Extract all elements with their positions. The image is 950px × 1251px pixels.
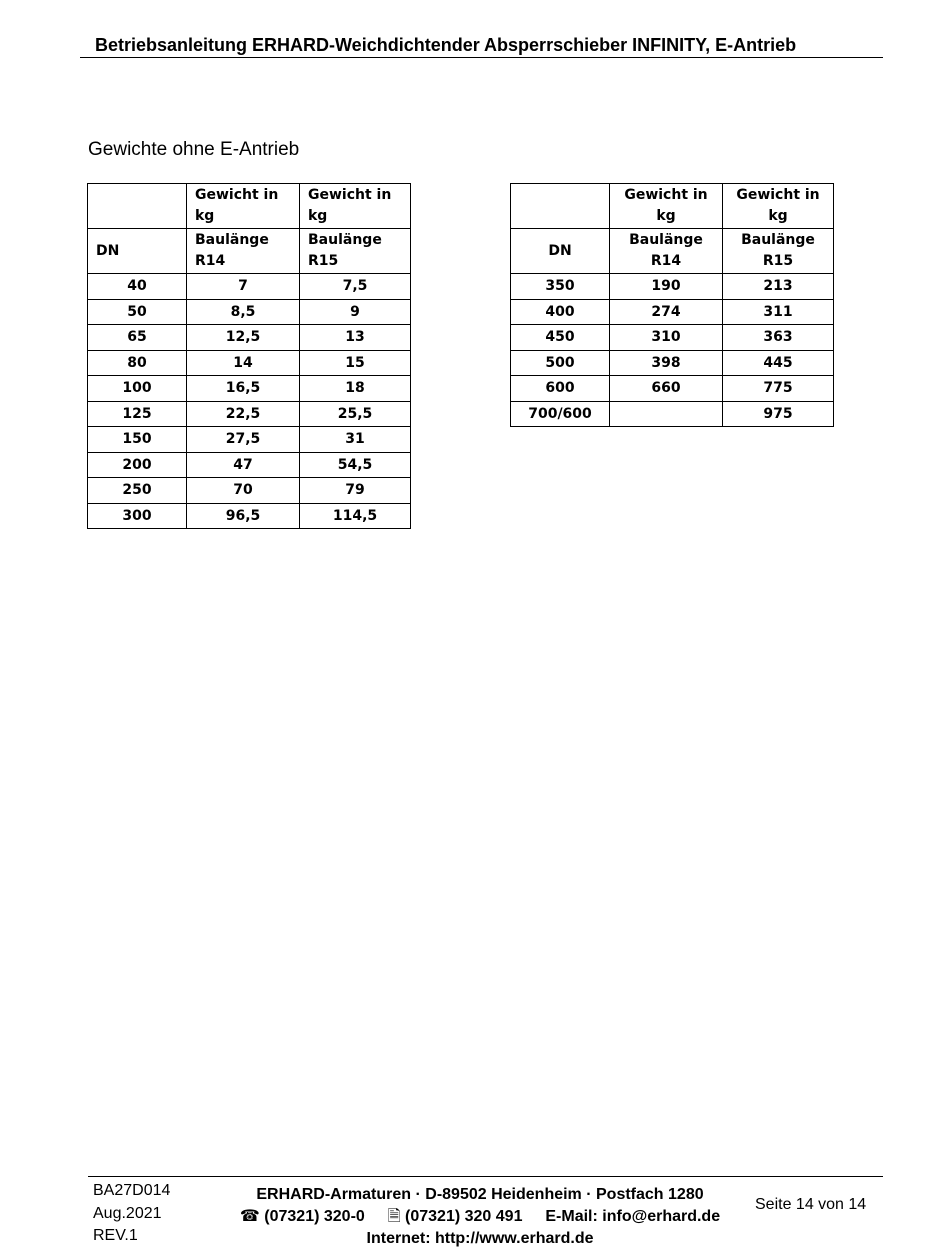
weight-r14-cell: 16,5: [187, 376, 300, 402]
weight-r15-cell: 25,5: [300, 401, 411, 427]
dn-cell: 125: [88, 401, 187, 427]
weight-r15-cell: 18: [300, 376, 411, 402]
footer-rule: [88, 1176, 883, 1177]
weight-r15-cell: 213: [723, 274, 834, 300]
dn-cell: 500: [511, 350, 610, 376]
table-row: [88, 401, 411, 427]
internet-link[interactable]: Internet: http://www.erhard.de: [366, 1230, 594, 1247]
dn-cell: 100: [88, 376, 187, 402]
header-cell: Baulänge R14: [187, 229, 300, 274]
table-row: [511, 274, 834, 300]
weight-r14-cell: 12,5: [187, 325, 300, 351]
weight-r14-cell: 660: [610, 376, 723, 402]
table-row: [88, 503, 411, 529]
page-number: Seite 14 von 14: [755, 1196, 867, 1213]
weight-r14-cell: [610, 401, 723, 427]
weight-r15-cell: 775: [723, 376, 834, 402]
dn-cell: 350: [511, 274, 610, 300]
header-rule: [80, 57, 883, 58]
table-row: [88, 427, 411, 453]
header-cell: Baulänge R14: [610, 229, 723, 274]
weight-r15-cell: 15: [300, 350, 411, 376]
table-row: [88, 350, 411, 376]
dn-cell: 150: [88, 427, 187, 453]
header-cell: Gewicht in kg: [723, 184, 834, 229]
weight-r14-cell: 70: [187, 478, 300, 504]
dn-cell: 200: [88, 452, 187, 478]
weight-r15-cell: 79: [300, 478, 411, 504]
dn-cell: 50: [88, 299, 187, 325]
weight-r15-cell: 7,5: [300, 274, 411, 300]
table-row: [88, 274, 411, 300]
header-cell: Baulänge R15: [300, 229, 411, 274]
weight-r15-cell: 13: [300, 325, 411, 351]
section-title: Gewichte ohne E-Antrieb: [88, 139, 300, 160]
header-cell: [88, 184, 187, 229]
header-cell: DN: [511, 229, 610, 274]
footer-contact: [200, 1184, 760, 1250]
weights-table-left: [87, 183, 411, 529]
table-header-row: [88, 184, 411, 229]
page-header-title: Betriebsanleitung ERHARD-Weichdichtender Absperrschieber INFINITY, E-Antrieb: [95, 35, 797, 55]
table-row: [511, 401, 834, 427]
header-cell: [511, 184, 610, 229]
weight-r14-cell: 96,5: [187, 503, 300, 529]
dn-cell: 65: [88, 325, 187, 351]
weight-r15-cell: 311: [723, 299, 834, 325]
weight-r15-cell: 445: [723, 350, 834, 376]
doc-date: Aug.2021: [93, 1204, 162, 1222]
fax-number: (07321) 320 491: [405, 1208, 523, 1225]
weights-table-right: [510, 183, 834, 427]
weight-r14-cell: 22,5: [187, 401, 300, 427]
telephone-icon: ☎: [239, 1208, 260, 1225]
weight-r15-cell: 114,5: [300, 503, 411, 529]
table-header-row: [88, 229, 411, 274]
weight-r14-cell: 7: [187, 274, 300, 300]
table-row: [88, 478, 411, 504]
weight-r15-cell: 975: [723, 401, 834, 427]
weight-r14-cell: 27,5: [187, 427, 300, 453]
table-row: [88, 325, 411, 351]
dn-cell: 400: [511, 299, 610, 325]
table-header-row: [511, 184, 834, 229]
fax-icon: 🗎: [387, 1208, 401, 1225]
table-row: [511, 376, 834, 402]
weight-r15-cell: 31: [300, 427, 411, 453]
doc-revision: REV.1: [93, 1227, 138, 1244]
weight-r14-cell: 190: [610, 274, 723, 300]
weight-r14-cell: 310: [610, 325, 723, 351]
header-cell: Baulänge R15: [723, 229, 834, 274]
contact-line: [200, 1206, 760, 1228]
dn-cell: 300: [88, 503, 187, 529]
dn-cell: 450: [511, 325, 610, 351]
table-header-row: [511, 229, 834, 274]
header-cell: Gewicht in kg: [610, 184, 723, 229]
weight-r14-cell: 8,5: [187, 299, 300, 325]
header-cell: Gewicht in kg: [300, 184, 411, 229]
doc-id: BA27D014: [93, 1182, 171, 1199]
weight-r14-cell: 274: [610, 299, 723, 325]
phone-number: (07321) 320-0: [264, 1208, 365, 1225]
header-cell: Gewicht in kg: [187, 184, 300, 229]
company-address: ERHARD-Armaturen · D-89502 Heidenheim · Postfach 1280: [256, 1186, 704, 1203]
dn-cell: 250: [88, 478, 187, 504]
dn-cell: 80: [88, 350, 187, 376]
weight-r14-cell: 398: [610, 350, 723, 376]
footer-doc-info: [93, 1180, 170, 1248]
table-row: [88, 299, 411, 325]
dn-cell: 700/600: [511, 401, 610, 427]
email-link[interactable]: E-Mail: info@erhard.de: [545, 1208, 721, 1225]
table-row: [511, 325, 834, 351]
weight-r15-cell: 9: [300, 299, 411, 325]
table-row: [88, 452, 411, 478]
header-cell: DN: [88, 229, 187, 274]
dn-cell: 40: [88, 274, 187, 300]
weight-r15-cell: 363: [723, 325, 834, 351]
table-row: [511, 299, 834, 325]
dn-cell: 600: [511, 376, 610, 402]
weight-r14-cell: 47: [187, 452, 300, 478]
table-row: [88, 376, 411, 402]
weight-r15-cell: 54,5: [300, 452, 411, 478]
weight-r14-cell: 14: [187, 350, 300, 376]
table-row: [511, 350, 834, 376]
